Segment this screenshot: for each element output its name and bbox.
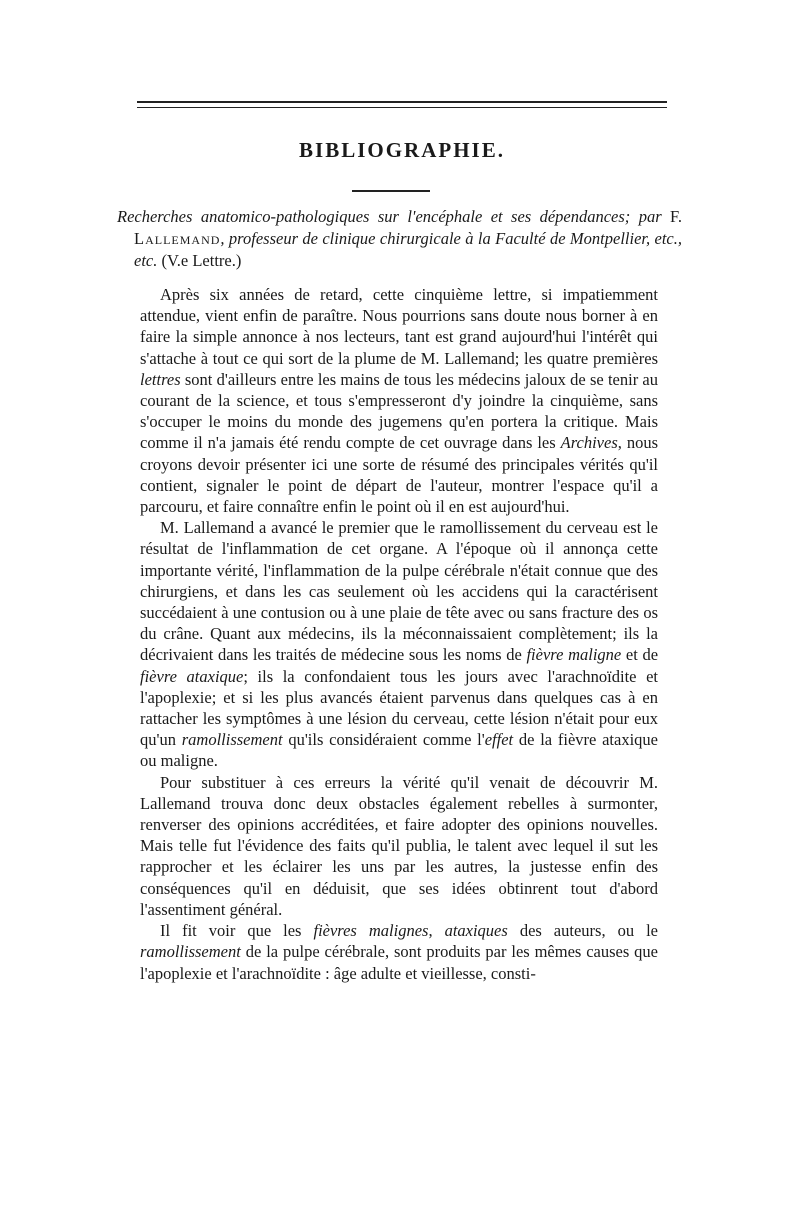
title-underline-rule bbox=[352, 190, 430, 192]
italic-phrase: ataxiques bbox=[444, 921, 508, 941]
italic-phrase: fièvre maligne bbox=[526, 645, 622, 665]
text-run: ; ils la confondaient tous les jours avec l'arachnoïdite et l'apoplexie; et si les plus avancés étaient parvenus dans quelques cas à en rattacher les symptômes à une lésion du cerveau, cette lésion n'était pour eux qu'un bbox=[140, 666, 658, 750]
text-run: M. Lallemand a avancé le premier que le ramollissement du cerveau est le résultat de l'inflammation de cet organe. A l'époque où il annonça cette importante vérité, l'inflammation de la pulpe cérébrale n'était connue que des chirurgiens, et dans les cas seulement où les accidens qui la caractérisent succédaient à une contusion ou à une plaie de tête avec ou sans fracture des os du crâne. Quant aux médecins, ils la méconnaissaient complètement; ils la décrivaient dans les traités de médecine sous les noms de bbox=[140, 518, 658, 665]
paragraph bbox=[140, 772, 658, 920]
paragraph bbox=[140, 284, 658, 517]
by-word: par bbox=[638, 207, 662, 226]
text-run: Il fit voir que les bbox=[160, 921, 314, 941]
paragraph bbox=[140, 920, 658, 984]
work-title: Recherches anatomico-pathologiques sur l'encéphale et ses dépendances; bbox=[117, 207, 631, 226]
italic-phrase: fièvre ataxique bbox=[140, 666, 244, 686]
italic-phrase: lettres bbox=[140, 369, 181, 389]
italic-phrase: fièvres malignes bbox=[313, 921, 429, 941]
review-heading bbox=[117, 206, 682, 272]
italic-phrase: effet bbox=[484, 730, 514, 750]
top-double-rule bbox=[137, 101, 667, 103]
text-run: des auteurs, ou le bbox=[507, 921, 658, 941]
text-run: de la fièvre ataxique ou maligne. bbox=[140, 730, 658, 771]
author-surname: Lallemand bbox=[134, 229, 221, 248]
text-run: qu'ils considéraient comme l' bbox=[282, 730, 485, 750]
paragraph bbox=[140, 517, 658, 771]
text-run: et de bbox=[621, 645, 659, 665]
text-run: sont d'ailleurs entre les mains de tous les médecins jaloux de se tenir au courant de la science, et tous s'empresseront d'y joindre la cinquième, sans s'occuper le moins du monde des jugemens qu'en portera la critique. Mais comme il n'a jamais été rendu compte de cet ouvrage dans les bbox=[140, 369, 658, 453]
italic-phrase: ramollissement bbox=[140, 942, 241, 962]
section-title: BIBLIOGRAPHIE. bbox=[299, 138, 505, 162]
letter-number: (V.e Lettre.) bbox=[161, 251, 242, 270]
author-role: , professeur de clinique chirurgicale à la Faculté de Montpellier, etc., etc. bbox=[134, 229, 682, 270]
author-initial: F. bbox=[670, 207, 683, 226]
body-text bbox=[140, 284, 658, 984]
text-run: Pour substituer à ces erreurs la vérité qu'il venait de découvrir M. Lallemand trouva donc deux obstacles également rebelles à surmonter, renverser des opinions accréditées, et faire adopter des opinions nouvelles. Mais telle fut l'évidence des faits qu'il publia, le talent avec lequel il sut les rapprocher et les éclairer les uns par les autres, la justesse enfin des conséquences qu'il en déduisit, que ses idées obtinrent tout d'abord l'assentiment général. bbox=[140, 772, 658, 919]
top-double-rule-thin bbox=[137, 107, 667, 108]
italic-phrase: ramollissement bbox=[181, 730, 283, 750]
text-run: Après six années de retard, cette cinquième lettre, si impatiemment attendue, vient enfin de paraître. Nous pourrions sans doute nous borner à en faire la simple annonce à nos lecteurs, tant est grand aujourd'hui l'intérêt qui s'attache à tout ce qui sort de la plume de M. Lallemand; les quatre premières bbox=[140, 285, 658, 368]
italic-phrase: Archives bbox=[560, 433, 618, 453]
text-run: , bbox=[428, 921, 445, 941]
text-run: , nous croyons devoir présenter ici une sorte de résumé des principales vérités qu'il contient, signaler le point de départ de l'auteur, montrer l'espace qu'il a parcouru, et faire connaître enfin le point où il en est aujourd'hui. bbox=[140, 433, 658, 517]
text-run: de la pulpe cérébrale, sont produits par les mêmes causes que l'apoplexie et l'arachnoïdite : âge adulte et vieillesse, consti- bbox=[140, 942, 658, 983]
